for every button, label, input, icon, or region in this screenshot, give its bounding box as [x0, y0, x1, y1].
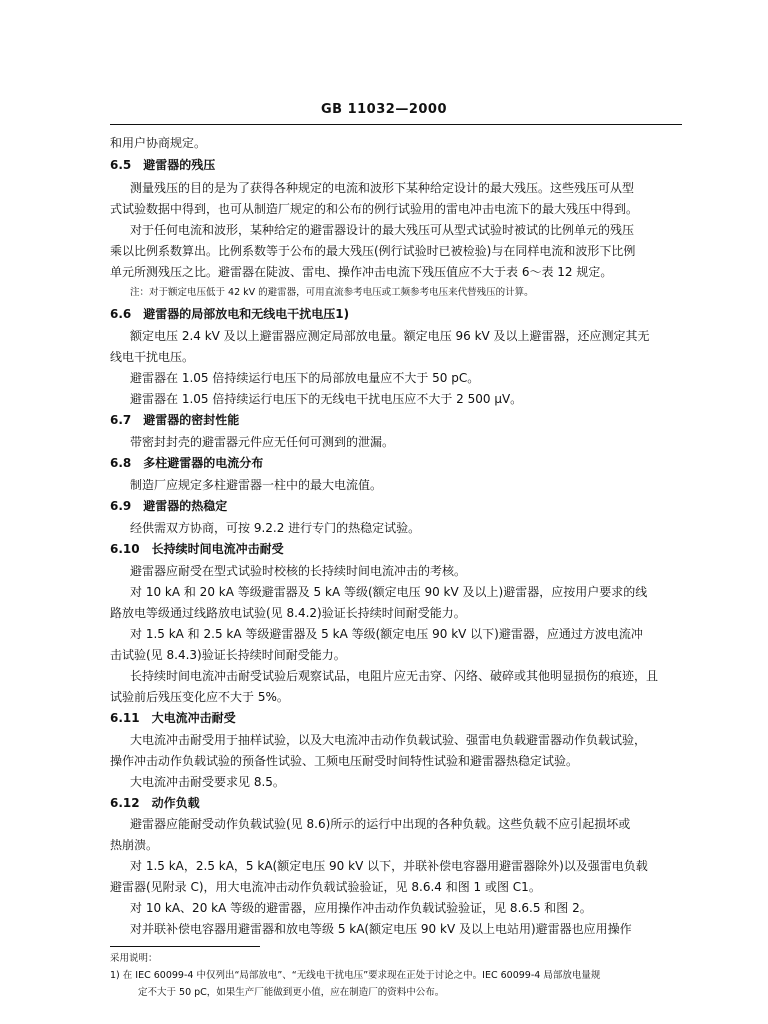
- section-heading-6-10: 6.10 长持续时间电流冲击耐受: [110, 542, 284, 556]
- text-line: 避雷器应能耐受动作负载试验(见 8.6)所示的运行中出现的各种负载。这些负载不应引起损坏或: [130, 817, 631, 831]
- footnote-line: 1) 在 IEC 60099-4 中仅列出“局部放电”、“无线电干扰电压”要求现在正处于讨论之中。IEC 60099-4 局部放电量规: [110, 970, 601, 981]
- text-line: 长持续时间电流冲击耐受试验后观察试品，电阻片应无击穿、闪络、破碎或其他明显损伤的痕迹，且: [130, 669, 659, 683]
- text-line: 大电流冲击耐受要求见 8.5。: [130, 775, 285, 789]
- text-line: 经供需双方协商，可按 9.2.2 进行专门的热稳定试验。: [130, 521, 421, 535]
- section-heading-6-11: 6.11 大电流冲击耐受: [110, 711, 236, 725]
- text-line: 热崩溃。: [110, 838, 159, 852]
- section-heading-6-9: 6.9 避雷器的热稳定: [110, 499, 228, 513]
- section-heading-6-8: 6.8 多柱避雷器的电流分布: [110, 456, 264, 470]
- footnote-rule: [110, 946, 260, 947]
- text-line: 式试验数据中得到，也可从制造厂规定的和公布的例行试验用的雷电冲击电流下的最大残压中得到。: [110, 202, 639, 216]
- note-line: 注：对于额定电压低于 42 kV 的避雷器，可用直流参考电压或工频参考电压来代替残压的计算。: [130, 287, 534, 298]
- text-line: 避雷器在 1.05 倍持续运行电压下的无线电干扰电压应不大于 2 500 μV。: [130, 392, 523, 406]
- section-heading-6-5: 6.5 避雷器的残压: [110, 158, 216, 172]
- text-line: 试验前后残压变化应不大于 5%。: [110, 690, 289, 704]
- text-line: 对 1.5 kA 和 2.5 kA 等级避雷器及 5 kA 等级(额定电压 90 kV 以下)避雷器，应通过方波电流冲: [130, 627, 643, 641]
- text-line: 带密封封壳的避雷器元件应无任何可测到的泄漏。: [130, 435, 395, 449]
- text-line: 额定电压 2.4 kV 及以上避雷器应测定局部放电量。额定电压 96 kV 及以上避雷器，还应测定其无: [130, 329, 650, 343]
- text-line: 对 10 kA、20 kA 等级的避雷器，应用操作冲击动作负载试验验证，见 8.6.5 和图 2。: [130, 901, 592, 915]
- text-line: 制造厂应规定多柱避雷器一柱中的最大电流值。: [130, 478, 383, 492]
- text-line: 对于任何电流和波形，某种给定的避雷器设计的最大残压可从型式试验时被试的比例单元的残压: [130, 223, 635, 237]
- section-heading-6-12: 6.12 动作负载: [110, 796, 200, 810]
- section-heading-6-7: 6.7 避雷器的密封性能: [110, 413, 240, 427]
- text-line: 击试验(见 8.4.3)验证长持续时间耐受能力。: [110, 648, 346, 662]
- page-header: GB 11032—2000: [320, 102, 447, 117]
- text-line: 单元所测残压之比。避雷器在陡波、雷电、操作冲击电流下残压值应不大于表 6～表 12 规定。: [110, 265, 613, 279]
- text-line: 对 1.5 kA，2.5 kA，5 kA(额定电压 90 kV 以下，并联补偿电容器用避雷器除外)以及强雷电负载: [130, 859, 648, 873]
- text-line: 对并联补偿电容器用避雷器和放电等级 5 kA(额定电压 90 kV 及以上电站用)避雷器也应用操作: [130, 922, 632, 936]
- header-rule: [110, 124, 682, 125]
- footnote-line: 定不大于 50 pC，如果生产厂能做到更小值，应在制造厂的资料中公布。: [138, 987, 445, 998]
- text-line: 对 10 kA 和 20 kA 等级避雷器及 5 kA 等级(额定电压 90 kV 及以上)避雷器，应按用户要求的线: [130, 585, 648, 599]
- text-line: 线电干扰电压。: [110, 350, 195, 364]
- text-line: 避雷器(见附录 C)，用大电流冲击动作负载试验验证，见 8.6.4 和图 1 或图 C1。: [110, 880, 541, 894]
- footnote-heading: 采用说明：: [110, 953, 158, 964]
- text-line: 操作冲击动作负载试验的预备性试验、工频电压耐受时间特性试验和避雷器热稳定试验。: [110, 754, 579, 768]
- text-line: 路放电等级通过线路放电试验(见 8.4.2)验证长持续时间耐受能力。: [110, 606, 466, 620]
- text-line: 避雷器应耐受在型式试验时校核的长持续时间电流冲击的考核。: [130, 564, 467, 578]
- text-line: 测量残压的目的是为了获得各种规定的电流和波形下某种给定设计的最大残压。这些残压可从型: [130, 181, 635, 195]
- text-line: 乘以比例系数算出。比例系数等于公布的最大残压(例行试验时已被检验)与在同样电流和波形下比例: [110, 244, 636, 258]
- section-heading-6-6: 6.6 避雷器的局部放电和无线电干扰电压1): [110, 307, 350, 321]
- text-line: 大电流冲击耐受用于抽样试验，以及大电流冲击动作负载试验、强雷电负载避雷器动作负载试验，: [130, 733, 647, 747]
- text-line: 避雷器在 1.05 倍持续运行电压下的局部放电量应不大于 50 pC。: [130, 371, 480, 385]
- text-line: 和用户协商规定。: [110, 136, 207, 150]
